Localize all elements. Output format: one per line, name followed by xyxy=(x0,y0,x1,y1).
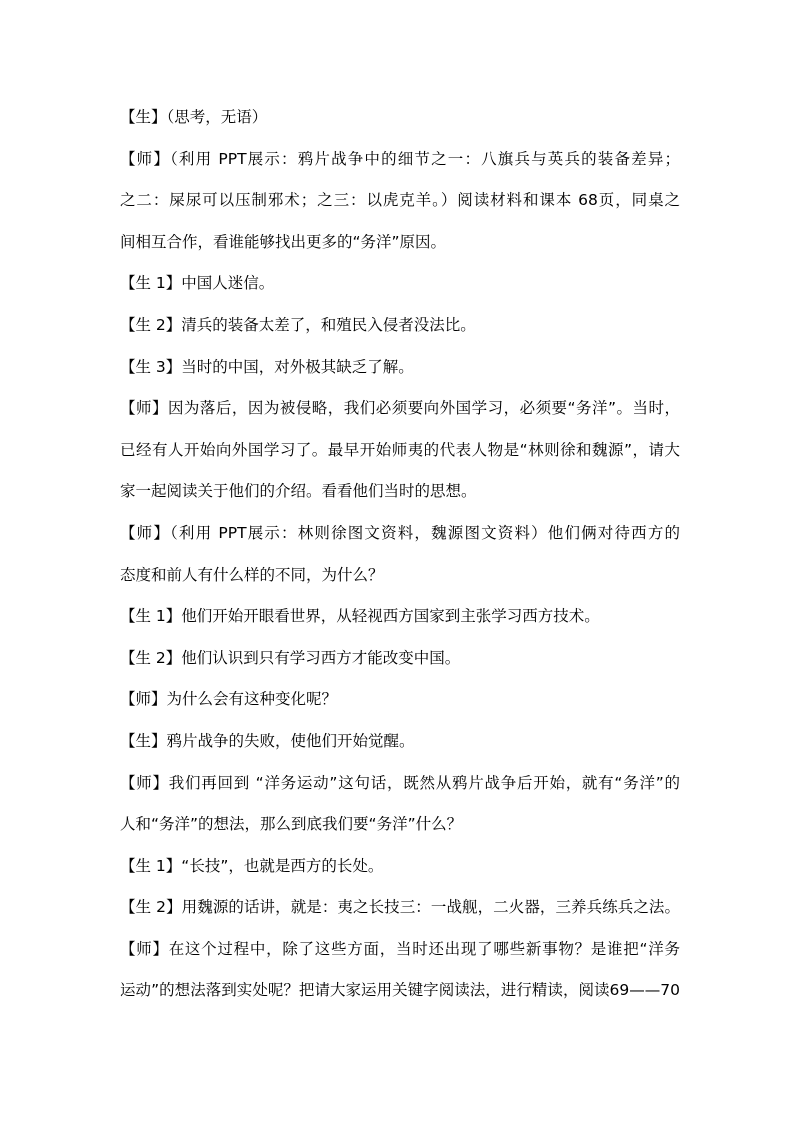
text-line: 【生】鸦片战争的失败，使他们开始觉醒。 xyxy=(120,731,415,750)
text-line: 已经有人开始向外国学习了。最早开始师夷的代表人物是“林则徐和魏源”，请大 xyxy=(120,440,680,459)
text-line: 【师】（利用 PPT展示：林则徐图文资料，魏源图文资料）他们俩对待西方的 xyxy=(120,523,680,542)
text-line: 【生 2】用魏源的话讲，就是：夷之长技三：一战舰，二火器，三养兵练兵之法。 xyxy=(120,898,680,917)
text-line: 【生 2】他们认识到只有学习西方才能改变中国。 xyxy=(120,648,461,667)
text-line: 【生 2】清兵的装备太差了，和殖民入侵者没法比。 xyxy=(120,315,476,334)
text-line: 态度和前人有什么样的不同，为什么？ xyxy=(120,565,384,584)
text-line: 【生 1】中国人迷信。 xyxy=(120,274,275,293)
text-line: 家一起阅读关于他们的介绍。看看他们当时的思想。 xyxy=(120,482,477,501)
text-line: 之二：屎尿可以压制邪术；之三：以虎克羊。）阅读材料和课本 68页，同桌之 xyxy=(120,191,680,210)
text-line: 【师】我们再回到 “洋务运动”这句话，既然从鸦片战争后开始，就有“务洋”的 xyxy=(120,773,680,792)
lesson-transcript xyxy=(120,103,680,1018)
text-line: 运动”的想法落到实处呢？把请大家运用关键字阅读法，进行精读，阅读69——70 xyxy=(120,981,680,1000)
text-line: 【师】在这个过程中，除了这些方面，当时还出现了哪些新事物？是谁把“洋务 xyxy=(120,939,680,958)
text-line: 【生 1】他们开始开眼看世界，从轻视西方国家到主张学习西方技术。 xyxy=(120,607,600,626)
text-line: 【生】（思考，无语） xyxy=(120,108,268,126)
text-line: 【生 3】当时的中国，对外极其缺乏了解。 xyxy=(120,357,414,376)
text-line: 【师】（利用 PPT展示：鸦片战争中的细节之一：八旗兵与英兵的装备差异； xyxy=(120,149,680,168)
text-line: 【生 1】“长技”，也就是西方的长处。 xyxy=(120,856,384,875)
text-line: 人和“务洋”的想法，那么到底我们要“务洋”什么？ xyxy=(120,815,463,834)
text-line: 间相互合作，看谁能够找出更多的“务洋”原因。 xyxy=(120,232,447,251)
text-line: 【师】为什么会有这种变化呢？ xyxy=(120,690,338,709)
text-line: 【师】因为落后，因为被侵略，我们必须要向外国学习，必须要“务洋”。当时， xyxy=(120,399,680,418)
